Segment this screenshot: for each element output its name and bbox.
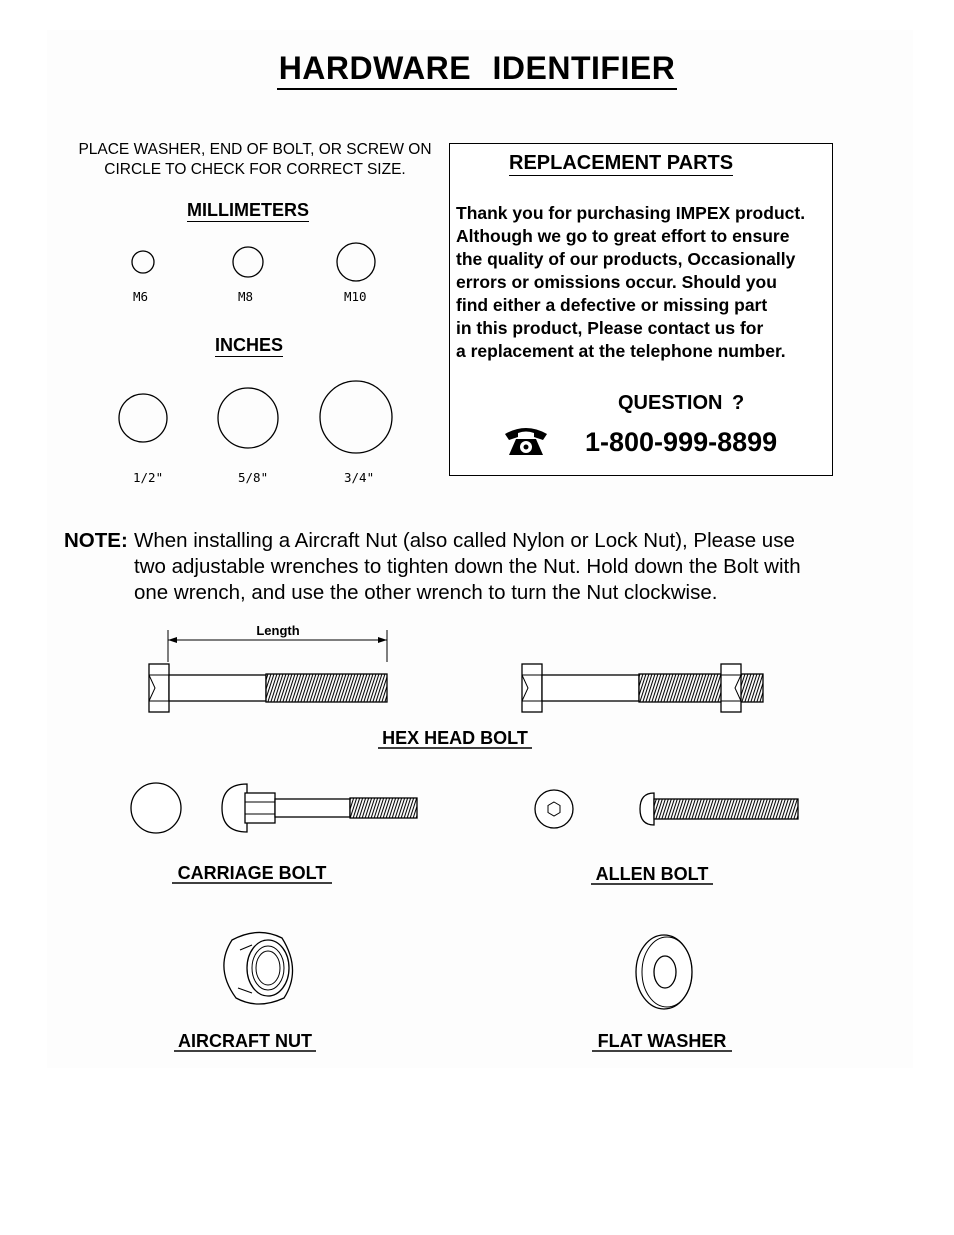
phone-number: 1-800-999-8899 — [585, 427, 778, 457]
replacement-parts-heading: REPLACEMENT PARTS — [509, 152, 734, 174]
allen-bolt-label: ALLEN BOLT — [595, 864, 709, 884]
hardware-diagrams — [0, 600, 954, 1070]
size-label-half-inch: 1/2" — [133, 470, 164, 485]
size-label-m8: M8 — [238, 289, 254, 304]
length-label: Length — [256, 623, 300, 638]
size-check-instructions: PLACE WASHER, END OF BOLT, OR SCREW ON CIRCLE TO CHECK FOR CORRECT SIZE. — [78, 141, 432, 178]
m6-circle — [132, 251, 154, 273]
size-label-m10: M10 — [344, 289, 367, 304]
inch-size-circles — [110, 378, 400, 462]
flat-washer — [636, 935, 692, 1009]
carriage-bolt — [131, 783, 417, 833]
hex-head-bolt-with-nut — [522, 664, 763, 712]
m8-circle — [233, 247, 263, 277]
note-label: NOTE: — [64, 529, 128, 552]
size-label-three-quarter-inch: 3/4" — [344, 470, 375, 485]
question-label: QUESTION ? — [618, 392, 745, 414]
millimeters-heading: MILLIMETERS — [187, 200, 309, 220]
three-quarter-inch-circle — [320, 381, 392, 453]
half-inch-circle — [119, 394, 167, 442]
allen-bolt — [535, 790, 798, 828]
carriage-bolt-label: CARRIAGE BOLT — [177, 863, 327, 883]
five-eighths-inch-circle — [218, 388, 278, 448]
inches-heading: INCHES — [215, 335, 284, 355]
telephone-icon — [503, 424, 549, 458]
size-label-m6: M6 — [133, 289, 149, 304]
flat-washer-label: FLAT WASHER — [597, 1031, 727, 1051]
hex-head-bolt-with-length — [149, 623, 387, 712]
millimeter-size-circles — [120, 238, 390, 288]
m10-circle — [337, 243, 375, 281]
note-text: When installing a Aircraft Nut (also called Nylon or Lock Nut), Please use two adjustable wrenches to tighten down the Nut. Hold down the Bolt with one wrench, and use the other wrench to turn the Nut clockwise. — [134, 529, 801, 604]
size-label-five-eighths-inch: 5/8" — [238, 470, 269, 485]
hex-head-bolt-label: HEX HEAD BOLT — [382, 728, 528, 748]
page-title: HARDWARE IDENTIFIER — [0, 50, 954, 87]
replacement-parts-text: Thank you for purchasing IMPEX product. Although we go to great effort to ensure the quality of our products, Occasionally errors or omissions occur. Should you find either a defective or missing part in this product, Please contact us for a replacement at the telephone number. — [456, 203, 806, 361]
aircraft-nut-label: AIRCRAFT NUT — [178, 1031, 312, 1051]
aircraft-nut — [224, 932, 293, 1004]
